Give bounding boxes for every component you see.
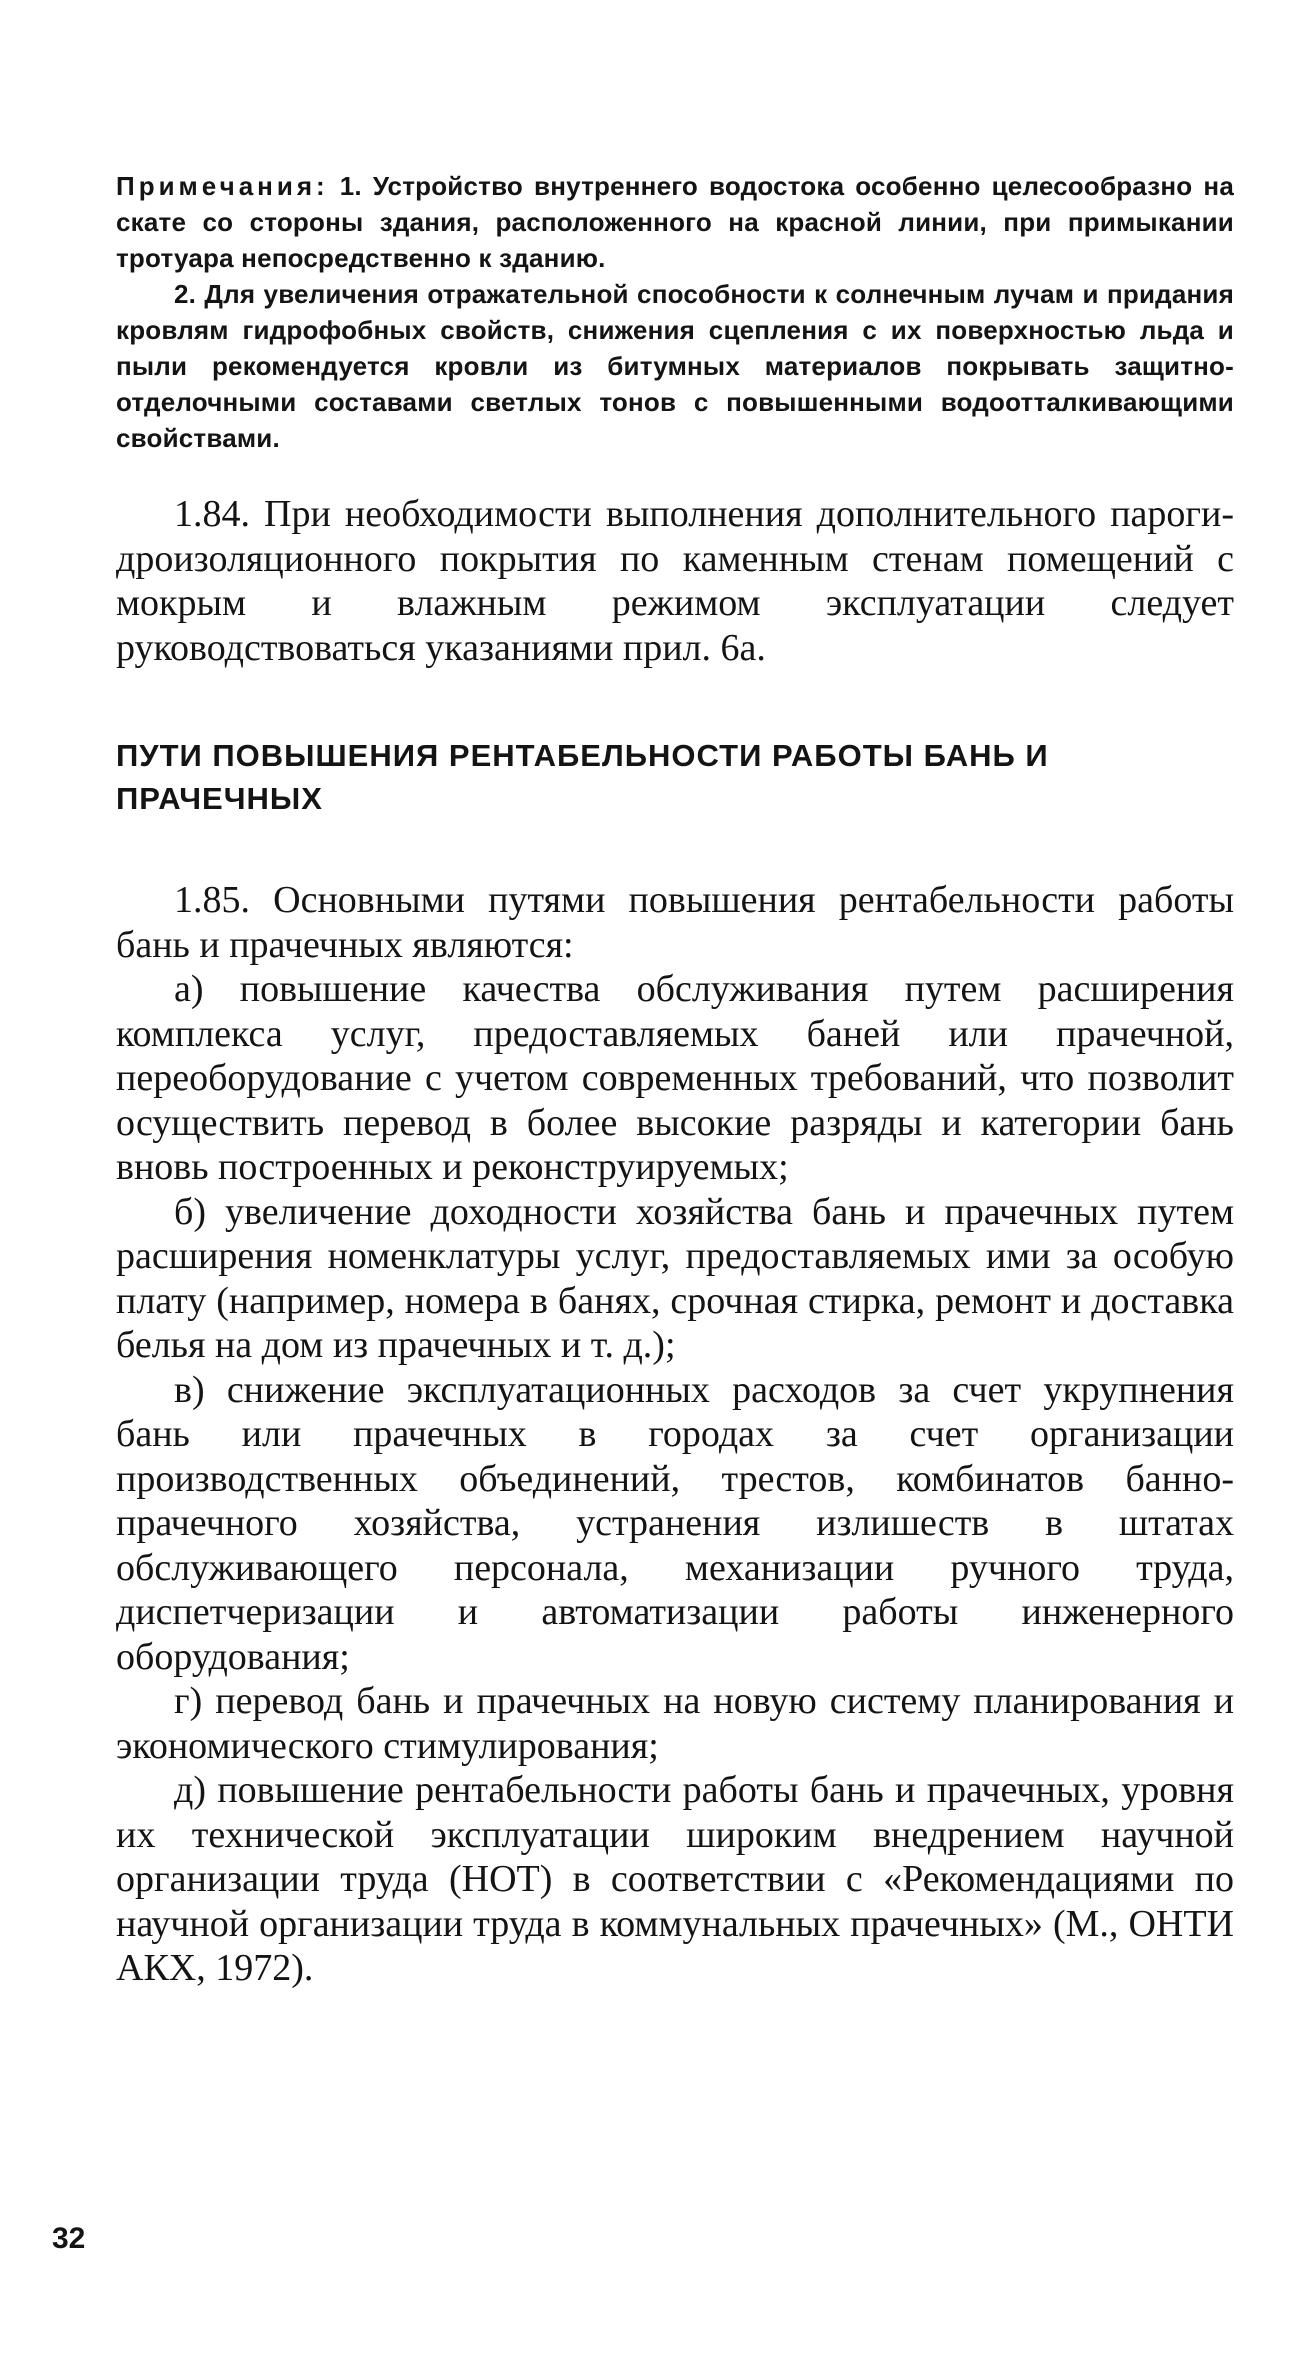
- list-item-a: а) повышение качества обслуживания путем расширения комплекса услуг, предоставляемых баней или прачечной, переоборудование с учетом современных требований, что позволит осуществить перевод в более высокие разряды и категории бань вновь построенных и реконструируемых;: [116, 968, 1234, 1188]
- section-body: [116, 878, 1234, 1991]
- body-text: [116, 492, 1234, 670]
- list-item-g: г) перевод бань и прачечных на новую систему планирования и экономического стимулирования;: [116, 1680, 1234, 1767]
- notes-block: [116, 168, 1234, 456]
- paragraph-1-84: 1.84. При необходимости выполнения дополнительного парогидроизоляционного покрытия по каменным стенам помещений с мокрым и влажным режимом эксплуатации следует руководствоваться указаниями прил. 6а.: [116, 493, 1234, 669]
- page-number: 32: [52, 2222, 86, 2255]
- paragraph-1-85-intro: 1.85. Основными путями повышения рентабельности работы бань и прачечных являются:: [116, 879, 1234, 966]
- section-heading: ПУТИ ПОВЫШЕНИЯ РЕНТАБЕЛЬНОСТИ РАБОТЫ БАНЬ И ПРАЧЕЧНЫХ: [116, 738, 1049, 816]
- list-item-d: д) повышение рентабельности работы бань и прачечных, уровня их технической эксплуатации широким внедрением научной организации труда (НОТ) в соответствии с «Рекомендациями по научной организации труда в коммунальных прачечных» (М., ОНТИ АКХ, 1972).: [116, 1769, 1234, 1989]
- list-item-b: б) увеличение доходности хозяйства бань и прачечных путем расширения номенклатуры услуг, предоставляемых ими за особую плату (например, номера в банях, срочная стирка, ремонт и доставка белья на дом из прачечных и т. д.);: [116, 1190, 1234, 1366]
- note-1-text: 1. Устройство внутреннего водостока особенно целесообразно на скате со стороны здания, расположенного на красной линии, при примыкании тротуара непосредственно к зданию.: [116, 171, 1234, 273]
- note-1: [116, 168, 1234, 276]
- notes-lead: Примечания:: [116, 171, 329, 201]
- list-item-v: в) снижение эксплуатационных расходов за счет укрупнения бань или прачечных в городах за счет организации производственных объединений, трестов, комбинатов банно-прачечного хозяйства, устранения излишеств в штатах обслуживающего персонала, механизации ручного труда, диспетчеризации и автоматизации работы инженерного оборудования;: [116, 1368, 1234, 1678]
- document-page: [116, 168, 1234, 1991]
- note-2: 2. Для увеличения отражательной способности к солнечным лучам и придания кровлям гидрофобных свойств, снижения сцепления с их поверхностью льда и пыли рекомендуется кровли из битумных материалов покрывать защитно-отделочными составами светлых тонов с повышенными водоотталкивающими свойствами.: [116, 279, 1234, 453]
